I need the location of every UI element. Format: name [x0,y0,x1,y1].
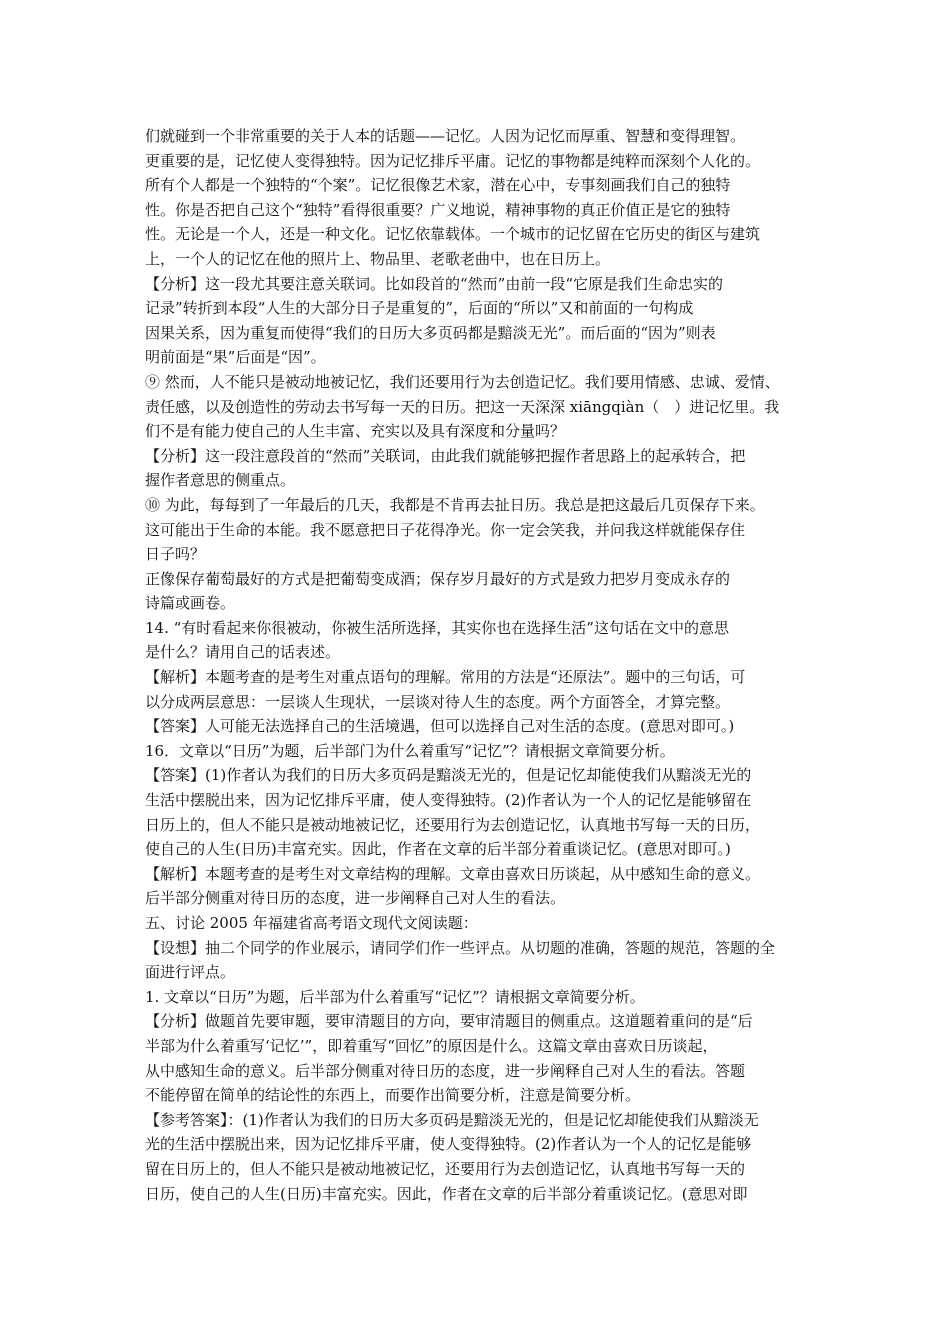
text-line: 日历上的，但人不能只是被动地被记忆，还要用行为去创造记忆，认真地书写每一天的日历， [145,815,761,834]
text-line: 留在日历上的，但人不能只是被动地被记忆，还要用行为去创造记忆，认真地书写每一天的 [145,1159,746,1178]
text-line: 使自己的人生(日历)丰富充实。因此，作者在文章的后半部分着重谈记忆。(意思对即可。) [145,840,731,859]
text-line: 【设想】抽二个同学的作业展示，请同学们作一些评点。从切题的准确，答题的规范，答题的全 [145,938,776,957]
text-line: 光的生活中摆脱出来，因为记忆排斥平庸，使人变得独特。(2)作者认为一个人的记忆是能够 [145,1135,752,1154]
text-line: 【分析】这一段注意段首的“然而”关联词，由此我们就能够把握作者思路上的起承转合，把 [145,446,746,465]
text-line: 是什么？请用自己的话表述。 [145,643,341,662]
text-line: 【答案】人可能无法选择自己的生活境遇，但可以选择自己对生活的态度。(意思对即可。) [145,717,735,736]
text-line: 握作者意思的侧重点。 [145,471,296,490]
text-line: 生活中摆脱出来，因为记忆排斥平庸，使人变得独特。(2)作者认为一个人的记忆是能够留在 [145,791,752,810]
text-line: ⑩ 为此，每每到了一年最后的几天，我都是不肯再去扯日历。我总是把这最后几页保存下来。 [145,495,765,514]
text-line: 后半部分侧重对待日历的态度，进一步阐释自己对人生的看法。 [145,889,566,908]
text-line: 所有个人都是一个独特的“个案”。记忆很像艺术家，潜在心中，专事刻画我们自己的独特 [145,176,731,195]
text-line: 日子吗？ [145,545,206,564]
text-line: 上，一个人的记忆在他的照片上、物品里、老歌老曲中，也在日历上。 [145,249,611,268]
text-line: 记录”转折到本段“人生的大部分日子是重复的”，后面的“所以”又和前面的一句构成 [145,299,694,318]
text-line: 【解析】本题考查的是考生对文章结构的理解。文章由喜欢日历谈起，从中感知生命的意义。 [145,864,761,883]
text-line: 责任感，以及创造性的劳动去书写每一天的日历。把这一天深深 xiāngqiàn（ ）进记忆里。我 [145,397,780,416]
text-line: 正像保存葡萄最好的方式是把葡萄变成酒；保存岁月最好的方式是致力把岁月变成永存的 [145,569,731,588]
text-line: 半部为什么着重写‘记忆’”，即着重写“回忆”的原因是什么。这篇文章由喜欢日历谈起， [145,1036,718,1055]
text-line: 不能停留在简单的结论性的东西上，而要作出简要分析，注意是简要分析。 [145,1086,641,1105]
text-line: 们就碰到一个非常重要的关于人本的话题——记忆。人因为记忆而厚重、智慧和变得理智。 [145,127,746,145]
text-line: 面进行评点。 [145,963,236,982]
text-line: 【答案】(1)作者认为我们的日历大多页码是黯淡无光的，但是记忆却能使我们从黯淡无光的 [145,766,752,785]
text-line: 【分析】做题首先要审题，要审清题目的方向，要审清题目的侧重点。这道题着重问的是“后 [145,1012,753,1031]
text-line: 从中感知生命的意义。后半部分侧重对待日历的态度，进一步阐释自己对人生的看法。答题 [145,1061,746,1080]
text-line: 更重要的是，记忆使人变得独特。因为记忆排斥平庸。记忆的事物都是纯粹而深刻个人化的。 [145,151,761,170]
text-line: 明前面是“果”后面是“因”。 [145,348,326,367]
text-line: 性。你是否把自己这个“独特”看得很重要？广义地说，精神事物的真正价值正是它的独特 [145,200,731,219]
text-line: 【参考答案】：(1)作者认为我们的日历大多页码是黯淡无光的，但是记忆却能使我们从黯淡无 [145,1110,759,1129]
text-line: 16．文章以“日历”为题，后半部门为什么着重写“记忆”？请根据文章简要分析。 [145,741,675,760]
document-body [145,124,810,1206]
text-line: 性。无论是一个人，还是一种文化。记忆依靠载体。一个城市的记忆留在它历史的街区与建筑 [145,225,761,244]
text-line: 1. 文章以“日历”为题，后半部为什么着重写“记忆”？请根据文章简要分析。 [145,987,645,1006]
text-line: 日历，使自己的人生(日历)丰富充实。因此，作者在文章的后半部分着重谈记忆。(意思对即 [145,1184,748,1203]
text-line: 因果关系，因为重复而使得“我们的日历大多页码都是黯淡无光”。而后面的“因为”则表 [145,323,716,342]
text-line: 们不是有能力使自己的人生丰富、充实以及具有深度和分量吗？ [145,422,566,441]
text-line: ⑨ 然而，人不能只是被动地被记忆，我们还要用行为去创造记忆。我们要用情感、忠诚、爱情、 [145,372,780,391]
text-line: 14. “有时看起来你很被动，你被生活所选择，其实你也在选择生活”这句话在文中的意思 [145,618,729,637]
text-line: 这可能出于生命的本能。我不愿意把日子花得净光。你一定会笑我，并问我这样就能保存住 [145,520,746,539]
text-line: 【解析】本题考查的是考生对重点语句的理解。常用的方法是“还原法”。题中的三句话，可 [145,668,746,687]
text-line: 【分析】这一段尤其要注意关联词。比如段首的“然而”由前一段“它原是我们生命忠实的 [145,274,724,293]
text-line: 五、讨论 2005 年福建省高考语文现代文阅读题： [145,914,478,932]
text-line: 以分成两层意思：一层谈人生现状，一层谈对待人生的态度。两个方面答全，才算完整。 [145,692,731,711]
text-line: 诗篇或画卷。 [145,594,236,613]
